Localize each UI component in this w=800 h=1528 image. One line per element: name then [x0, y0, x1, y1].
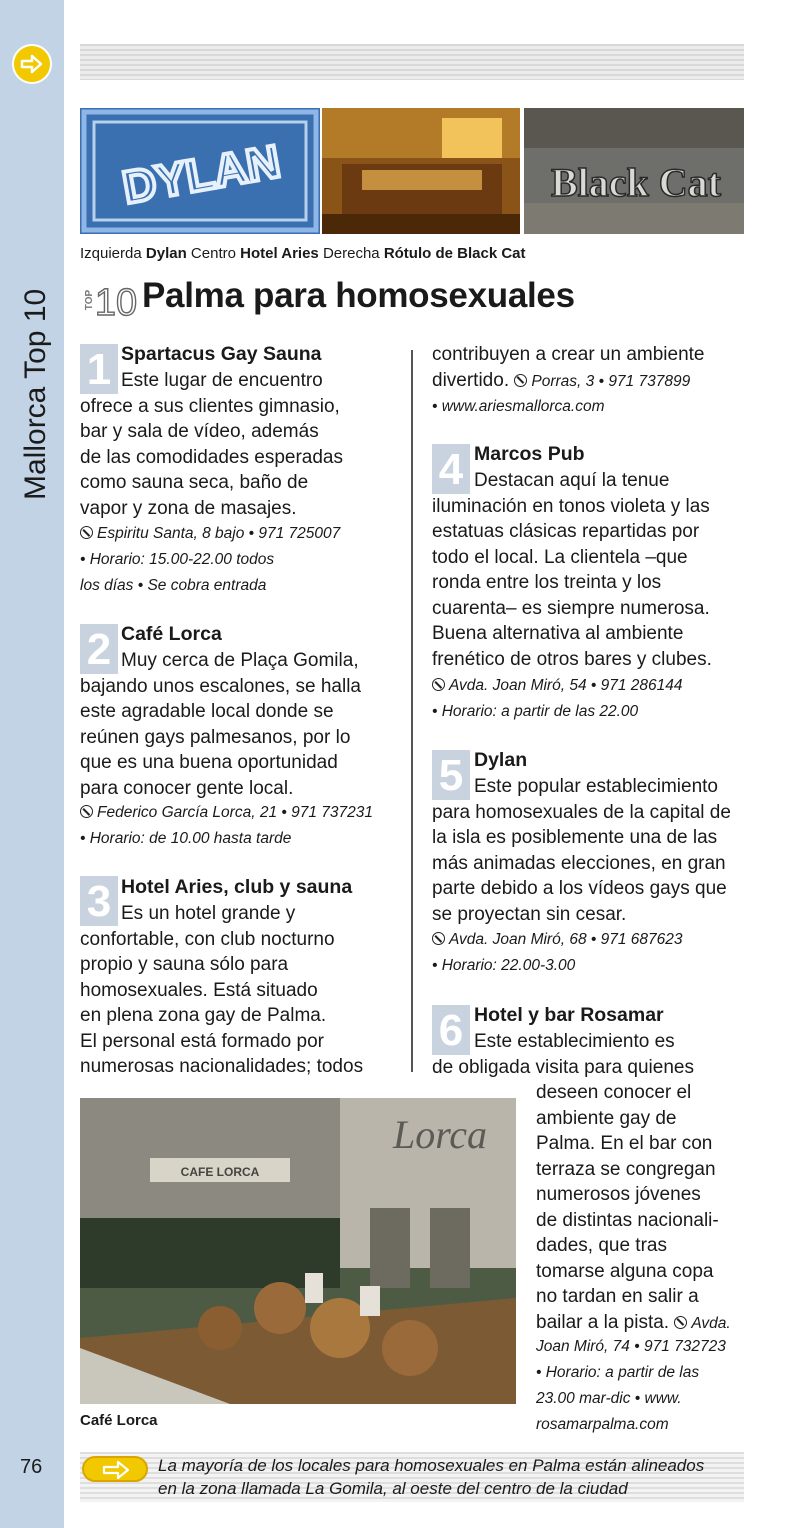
- photo-dylan: [80, 108, 320, 234]
- entry-number-1: 1: [80, 344, 118, 394]
- svg-text:10: 10: [94, 282, 138, 324]
- entry-info-2: Federico García Lorca, 21 • 971 737231 • Horario: de 10.00 hasta tarde: [80, 804, 373, 847]
- footer-tip: La mayoría de los locales para homosexuales en Palma están alineados en la zona llamada La Gomila, al oeste del centro de la ciudad: [158, 1456, 705, 1498]
- photo-black-cat: [524, 108, 744, 234]
- svg-text:TOP: TOP: [84, 289, 95, 311]
- entry-body-4a: Destacan aquí la tenue: [474, 470, 670, 491]
- entry-title-2: Café Lorca: [121, 623, 222, 645]
- entry-number-3: 3: [80, 876, 118, 926]
- address-icon: [432, 932, 445, 945]
- dylan-sign-text: DYLAN: [118, 134, 284, 214]
- address-icon: [432, 678, 445, 691]
- entry-body-5a: Este popular establecimiento: [474, 776, 718, 797]
- arrow-right-icon: [12, 44, 52, 84]
- entry-body-1a: Este lugar de encuentro: [121, 370, 323, 391]
- entry-body-6a: Este establecimiento es: [474, 1031, 675, 1052]
- entry-info-6: Joan Miró, 74 • 971 732723 • Horario: a partir de las 23.00 mar-dic • www. rosamarpalma.com: [536, 1338, 726, 1433]
- entry-info-4: Avda. Joan Miró, 54 • 971 286144 • Horario: a partir de las 22.00: [432, 677, 683, 720]
- entry-info-1: Espiritu Santa, 8 bajo • 971 725007 • Horario: 15.00-22.00 todos los días • Se cobra entrada: [80, 525, 341, 594]
- top-stripe: [80, 44, 744, 80]
- entry-title-6: Hotel y bar Rosamar: [474, 1004, 664, 1026]
- lorca-sign-text: Lorca: [392, 1112, 488, 1157]
- entry-info-5: Avda. Joan Miró, 68 • 971 687623 • Horario: 22.00-3.00: [432, 931, 683, 974]
- page-number: 76: [20, 1456, 43, 1478]
- photo-caption-cafe-lorca: Café Lorca: [80, 1412, 158, 1429]
- photo-hotel-aries: [322, 108, 520, 234]
- entry-body-3b: confortable, con club nocturno propio y sauna sólo para homosexuales. Está situado en plena zona gay de Palma. El personal está formado por numerosas nacionalidades; todos: [80, 928, 364, 1077]
- address-icon: [674, 1316, 687, 1329]
- entry-number-5: 5: [432, 750, 470, 800]
- entry-title-1: Spartacus Gay Sauna: [121, 343, 322, 365]
- column-divider: [411, 350, 413, 1072]
- entry-body-3a: Es un hotel grande y: [121, 903, 296, 924]
- entry-title-4: Marcos Pub: [474, 443, 585, 465]
- entry-body-5b: para homosexuales de la capital de la isla es posiblemente una de las más animadas elecciones, en gran parte debido a los vídeos gays que se proyectan sin cesar.: [432, 801, 731, 925]
- black-cat-sign-text: Black Cat: [551, 160, 721, 205]
- entry-number-4: 4: [432, 444, 470, 494]
- entry-body-2b: bajando unos escalones, se halla este agradable local donde se reúnen gays palmesanos, por lo que es una buena oportunidad para conocer gente local.: [80, 675, 361, 799]
- top10-badge: [80, 282, 138, 324]
- entry-body-3c: contribuyen a crear un ambiente divertido. Porras, 3 • 971 737899: [432, 344, 705, 391]
- entry-body-6c: deseen conocer el ambiente gay de Palma. En el bar con terraza se congregan numerosos jóvenes de distintas nacionali- dades, que tras tomarse alguna copa no tardan en salir a bailar a la pista. Avda.: [536, 1082, 731, 1333]
- entry-body-1b: ofrece a sus clientes gimnasio, bar y sala de vídeo, además de las comodidades esperadas como sauna seca, baño de vapor y zona de masajes.: [80, 395, 344, 519]
- entry-body-4b: iluminación en tonos violeta y las estatuas clásicas repartidas por todo el local. La clientela –que ronda entre los treinta y los cuarenta– es siempre numerosa. Buena alternativa al ambiente frenético de otros bares y clubes.: [432, 495, 712, 670]
- entry-info-3: • www.ariesmallorca.com: [432, 398, 605, 415]
- page-title: Palma para homosexuales: [142, 276, 575, 315]
- photo-cafe-lorca: [80, 1098, 516, 1404]
- photo-caption: Izquierda Dylan Centro Hotel Aries Derecha Rótulo de Black Cat: [80, 245, 526, 262]
- entry-body-2a: Muy cerca de Plaça Gomila,: [121, 650, 359, 671]
- entry-body-6b: de obligada visita para quienes: [432, 1056, 694, 1078]
- address-icon: [514, 374, 527, 387]
- sidebar: [0, 0, 64, 1528]
- entry-title-5: Dylan: [474, 749, 528, 771]
- entry-number-6: 6: [432, 1005, 470, 1055]
- section-title: Mallorca Top 10: [19, 288, 52, 500]
- address-icon: [80, 805, 93, 818]
- address-icon: [80, 526, 93, 539]
- cafe-lorca-awning-text: CAFE LORCA: [180, 1165, 260, 1179]
- entry-title-3: Hotel Aries, club y sauna: [121, 876, 353, 898]
- arrow-right-icon: [82, 1456, 148, 1482]
- entry-number-2: 2: [80, 624, 118, 674]
